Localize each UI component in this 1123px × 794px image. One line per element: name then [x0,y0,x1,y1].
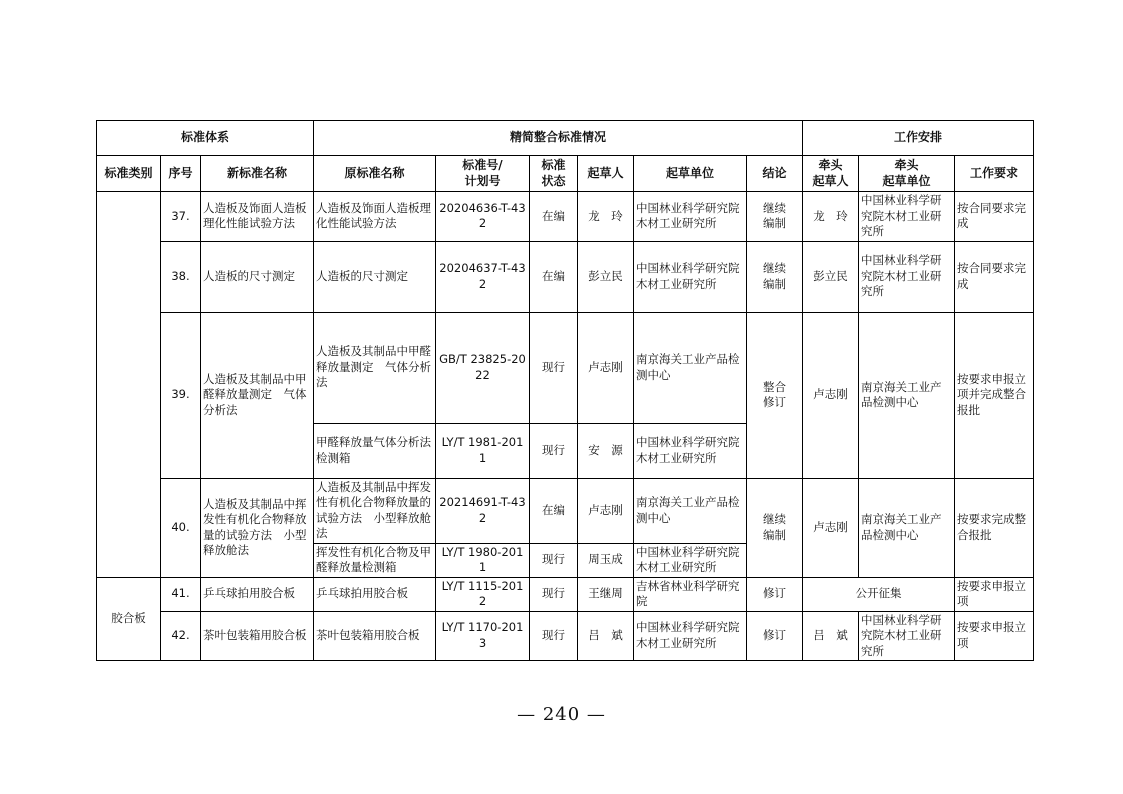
col-header-seq: 序号 [161,156,201,192]
drafter-cell: 王继周 [578,577,634,611]
table-row [97,611,1034,661]
conclusion-cell: 整合 修订 [747,312,803,478]
lead-drafter-cell: 龙 玲 [803,192,859,242]
lead-org-cell: 中国林业科学研究院木材工业研究所 [859,241,955,312]
new-name-cell: 茶叶包装箱用胶合板 [201,611,314,661]
group-header-standard-system: 标准体系 [97,121,314,156]
seq-cell: 41. [161,577,201,611]
seq-cell: 38. [161,241,201,312]
orig-name-cell: 茶叶包装箱用胶合板 [314,611,436,661]
status-cell: 在编 [530,241,578,312]
table-row [97,192,1034,242]
new-name-cell: 人造板的尺寸测定 [201,241,314,312]
col-header-drafter: 起草人 [578,156,634,192]
seq-cell: 40. [161,478,201,577]
requirement-cell: 按要求完成整合报批 [955,478,1034,577]
category-cell: 胶合板 [97,577,161,661]
col-header-orig-name: 原标准名称 [314,156,436,192]
orig-name-cell: 人造板及其制品中甲醛释放量测定 气体分析法 [314,312,436,423]
std-no-cell: LY/T 1115-2012 [436,577,530,611]
std-no-cell: 20204637-T-432 [436,241,530,312]
table-group-header-row [97,121,1034,156]
requirement-cell: 按要求申报立项 [955,611,1034,661]
lead-org-cell: 南京海关工业产品检测中心 [859,312,955,478]
drafter-cell: 安 源 [578,423,634,478]
status-cell: 现行 [530,543,578,577]
col-header-std-no: 标准号/ 计划号 [436,156,530,192]
lead-drafter-cell: 卢志刚 [803,312,859,478]
conclusion-cell: 继续 编制 [747,192,803,242]
std-no-cell: LY/T 1980-2011 [436,543,530,577]
new-name-cell: 乒乓球拍用胶合板 [201,577,314,611]
col-header-category: 标准类别 [97,156,161,192]
status-cell: 现行 [530,611,578,661]
orig-name-cell: 甲醛释放量气体分析法检测箱 [314,423,436,478]
seq-cell: 39. [161,312,201,478]
std-no-cell: LY/T 1981-2011 [436,423,530,478]
col-header-new-name: 新标准名称 [201,156,314,192]
org-cell: 中国林业科学研究院木材工业研究所 [634,611,747,661]
col-header-status: 标准 状态 [530,156,578,192]
conclusion-cell: 修订 [747,577,803,611]
status-cell: 现行 [530,577,578,611]
org-cell: 中国林业科学研究院木材工业研究所 [634,192,747,242]
org-cell: 南京海关工业产品检测中心 [634,478,747,543]
col-header-lead-drafter: 牵头 起草人 [803,156,859,192]
standards-table [96,120,1034,661]
group-header-work-arrangement: 工作安排 [803,121,1034,156]
col-header-requirement: 工作要求 [955,156,1034,192]
group-header-consolidation: 精简整合标准情况 [314,121,803,156]
status-cell: 在编 [530,478,578,543]
page-number: — 240 — [517,704,606,725]
col-header-org: 起草单位 [634,156,747,192]
lead-org-cell: 中国林业科学研究院木材工业研究所 [859,611,955,661]
lead-merged-cell: 公开征集 [803,577,955,611]
std-no-cell: 20214691-T-432 [436,478,530,543]
orig-name-cell: 乒乓球拍用胶合板 [314,577,436,611]
status-cell: 在编 [530,192,578,242]
orig-name-cell: 人造板的尺寸测定 [314,241,436,312]
col-header-conclusion: 结论 [747,156,803,192]
new-name-cell: 人造板及饰面人造板理化性能试验方法 [201,192,314,242]
drafter-cell: 彭立民 [578,241,634,312]
std-no-cell: GB/T 23825-2022 [436,312,530,423]
status-cell: 现行 [530,423,578,478]
requirement-cell: 按合同要求完成 [955,192,1034,242]
org-cell: 吉林省林业科学研究院 [634,577,747,611]
lead-drafter-cell: 彭立民 [803,241,859,312]
seq-cell: 37. [161,192,201,242]
org-cell: 中国林业科学研究院木材工业研究所 [634,543,747,577]
std-no-cell: LY/T 1170-2013 [436,611,530,661]
new-name-cell: 人造板及其制品中甲醛释放量测定 气体分析法 [201,312,314,478]
orig-name-cell: 挥发性有机化合物及甲醛释放量检测箱 [314,543,436,577]
orig-name-cell: 人造板及饰面人造板理化性能试验方法 [314,192,436,242]
conclusion-cell: 继续 编制 [747,478,803,577]
table-row [97,478,1034,543]
col-header-lead-org: 牵头 起草单位 [859,156,955,192]
std-no-cell: 20204636-T-432 [436,192,530,242]
org-cell: 南京海关工业产品检测中心 [634,312,747,423]
seq-cell: 42. [161,611,201,661]
drafter-cell: 吕 斌 [578,611,634,661]
status-cell: 现行 [530,312,578,423]
conclusion-cell: 继续 编制 [747,241,803,312]
lead-org-cell: 中国林业科学研究院木材工业研究所 [859,192,955,242]
lead-drafter-cell: 吕 斌 [803,611,859,661]
lead-org-cell: 南京海关工业产品检测中心 [859,478,955,577]
table-row [97,241,1034,312]
table-column-header-row [97,156,1034,192]
requirement-cell: 按要求申报立项 [955,577,1034,611]
table-row [97,577,1034,611]
category-cell-empty [97,192,161,578]
requirement-cell: 按合同要求完成 [955,241,1034,312]
drafter-cell: 周玉成 [578,543,634,577]
conclusion-cell: 修订 [747,611,803,661]
org-cell: 中国林业科学研究院木材工业研究所 [634,423,747,478]
requirement-cell: 按要求申报立项并完成整合报批 [955,312,1034,478]
drafter-cell: 卢志刚 [578,312,634,423]
drafter-cell: 卢志刚 [578,478,634,543]
lead-drafter-cell: 卢志刚 [803,478,859,577]
new-name-cell: 人造板及其制品中挥发性有机化合物释放量的试验方法 小型释放舱法 [201,478,314,577]
drafter-cell: 龙 玲 [578,192,634,242]
table-row [97,312,1034,423]
org-cell: 中国林业科学研究院木材工业研究所 [634,241,747,312]
orig-name-cell: 人造板及其制品中挥发性有机化合物释放量的试验方法 小型释放舱法 [314,478,436,543]
